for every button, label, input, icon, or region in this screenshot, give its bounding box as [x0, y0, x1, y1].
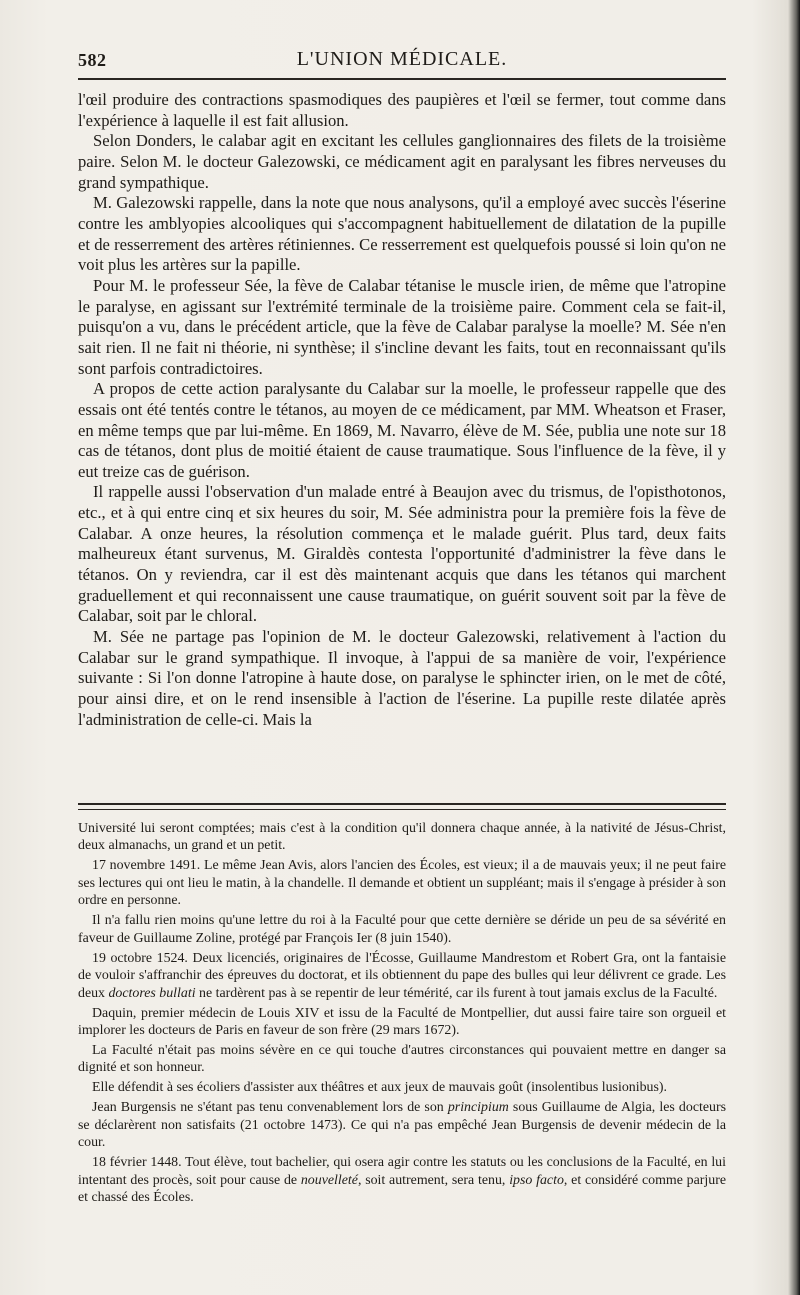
footnote-paragraph: La Faculté n'était pas moins sévère en ce qui touche d'autres circonstances qui pouvaient mettre en danger sa dignité et son honneur. — [78, 1042, 726, 1076]
footnote-text: , et considéré comme parjure et chassé des Écoles. — [78, 1172, 726, 1206]
footnote-text: 19 octobre 1524. Deux licenciés, originaires de l'Écosse, Guillaume Mandrestom et Robert Gra, ont la fantaisie de vouloir s'affranchir des épreuves du doctorat, et ils obtiennent du pape des bulles qui leur délivrent ce grade. Les deux — [78, 950, 726, 1001]
footnote-text: Jean Burgensis ne s'étant pas tenu convenablement lors de son — [92, 1100, 448, 1116]
footnote-italic: doctores bullati — [108, 985, 196, 1001]
footnote-italic: ipso facto — [509, 1172, 564, 1188]
header-rule — [78, 78, 726, 80]
paragraph: Selon Donders, le calabar agit en excitant les cellules ganglionnaires des filets de la troisième paire. Selon M. le docteur Galezowski, ce médicament agit en paralysant les fibres nerveuses du grand sympathique. — [78, 131, 726, 192]
footnote-paragraph: Elle défendit à ses écoliers d'assister aux théâtres et aux jeux de mauvais goût (insolentibus lusionibus). — [92, 1080, 667, 1096]
footnote-text: 18 février 1448. Tout élève, tout bachelier, qui osera agir contre les statuts ou les conclusions de la Faculté, en lui intentant des procès, soit pour cause de — [78, 1155, 726, 1188]
footnotes — [78, 820, 726, 1209]
running-header — [78, 44, 726, 74]
footnote-paragraph: 17 novembre 1491. Le même Jean Avis, alors l'ancien des Écoles, est vieux; il a de mauvais yeux; il ne peut faire ses lectures qui ont lieu le matin, à la chandelle. Il demande et obtient un suppléant; mais il s'engage à présider à son ordre en personne. — [78, 858, 726, 909]
paragraph: A propos de cette action paralysante du Calabar sur la moelle, le professeur rappelle que des essais ont été tentés contre le tétanos, au moyen de ce médicament, par MM. Wheatson et Fraser, en même temps que par lui-même. En 1869, M. Navarro, élève de M. Sée, publia une note sur 18 cas de tétanos, dont plus de moitié étaient de cause traumatique. Sous l'influence de la fève, il y eut treize cas de guérison. — [78, 379, 726, 481]
footnote-paragraph — [78, 1154, 726, 1206]
footnote-paragraph — [78, 1099, 726, 1151]
footnote-paragraph: Il n'a fallu rien moins qu'une lettre du roi à la Faculté pour que cette dernière se déride un peu de sa sévérité en faveur de Guillaume Zoline, protégé par François Ier (8 juin 1540). — [78, 913, 726, 946]
paragraph: M. Sée ne partage pas l'opinion de M. le docteur Galezowski, relativement à l'action du Calabar sur le grand sympathique. Il invoque, à l'appui de sa manière de voir, l'expérience suivante : Si l'on donne l'atropine à haute dose, on paralyse le sphincter irien, on le met de côté, pour ainsi dire, et on le rend insensible à l'action de l'éserine. La pupille reste dilatée après l'administration de celle-ci. Mais la — [78, 627, 726, 729]
footnote-rule — [78, 803, 726, 810]
footnote-italic: nouvelleté — [300, 1172, 358, 1188]
footnote-paragraph — [78, 950, 726, 1002]
footnote-paragraph: Université lui seront comptées; mais c'est à la condition qu'il donnera chaque année, à la nativité de Jésus-Christ, deux almanachs, un grand et un petit. — [78, 821, 726, 854]
paragraph: l'œil produire des contractions spasmodiques des paupières et l'œil se fermer, tout comme dans l'expérience à laquelle il est fait allusion. — [78, 90, 726, 130]
footnote-italic: principium — [447, 1100, 509, 1116]
footnote-paragraph: Daquin, premier médecin de Louis XIV et issu de la Faculté de Montpellier, dut aussi faire taire son orgueil et implorer les docteurs de Paris en faveur de son frère (29 mars 1672). — [78, 1005, 726, 1038]
journal-title: L'UNION MÉDICALE. — [296, 48, 508, 70]
main-text — [78, 90, 726, 730]
footnote-text: , soit autrement, sera tenu, — [357, 1172, 510, 1188]
page-edge-shadow — [788, 0, 800, 1295]
paragraph: M. Galezowski rappelle, dans la note que nous analysons, qu'il a employé avec succès l'éserine contre les amblyopies alcooliques qui s'accompagnent habituellement de dilatation de la pupille et de resserrement des artères rétiniennes. Ce resserrement est quelquefois poussé si loin qu'on ne voit plus les artères sur la papille. — [78, 193, 726, 275]
paragraph: Pour M. le professeur Sée, la fève de Calabar tétanise le muscle irien, de même que l'atropine le paralyse, en agissant sur l'extrémité terminale de la troisième paire. Comment cela se fait-il, puisqu'on a vu, dans le précédent article, que la fève de Calabar paralyse la moelle? M. Sée n'en sait rien. Il ne fait ni théorie, ni synthèse; il s'incline devant les faits, tout en reconnaissant qu'ils sont parfois contradictoires. — [78, 275, 726, 378]
footnote-text: ne tardèrent pas à se repentir de leur témérité, car ils furent à tout jamais exclus de la Faculté. — [195, 985, 718, 1001]
footnote-text: sous Guillaume de Algia, les docteurs se déclarèrent non satisfaits (21 octobre 1473). Ce qui n'a pas empêché Jean Burgensis de devenir médecin de la cour. — [78, 1100, 726, 1151]
paragraph: Il rappelle aussi l'observation d'un malade entré à Beaujon avec du trismus, de l'opisthotonos, etc., et à qui entre cinq et six heures du soir, M. Sée administra pour la première fois la fève de Calabar. A onze heures, la résolution commença et le malade guérit. Plus tard, deux faits malheureux étant survenus, M. Giraldès contesta l'opportunité d'administrer la fève dans le tétanos. On y reviendra, car il est dès maintenant acquis que dans les tétanos qui marchent graduellement et qui reconnaissent une cause traumatique, on guérit souvent soit par la fève de Calabar, soit par le chloral. — [78, 482, 726, 626]
page-number: 582 — [78, 50, 107, 70]
